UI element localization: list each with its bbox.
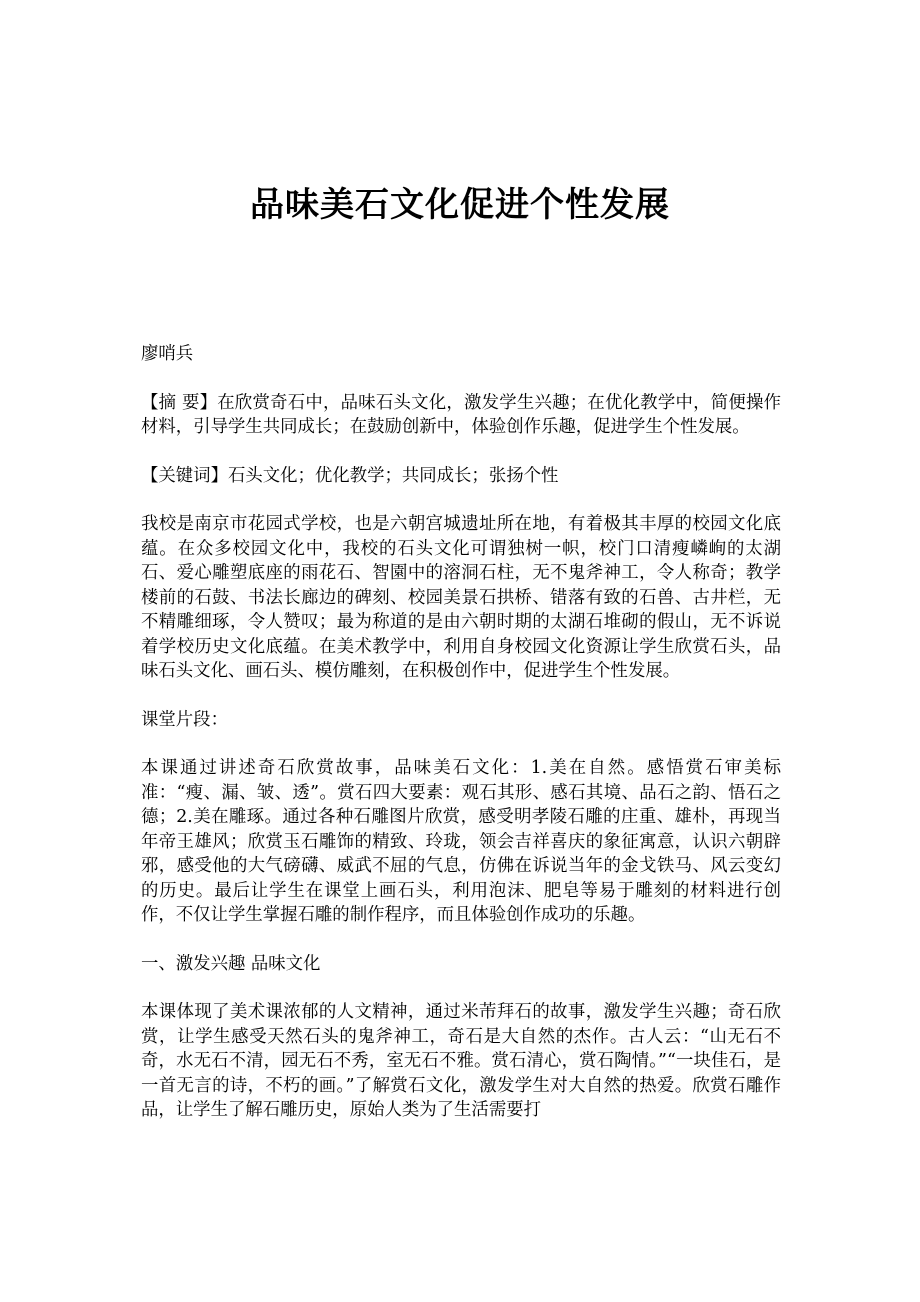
culture-paragraph: 本课体现了美术课浓郁的人文精神，通过米芾拜石的故事，激发学生兴趣；奇石欣赏，让学生感受天然石头的鬼斧神工，奇石是大自然的杰作。古人云：“山无石不奇，水无石不清，园无石不秀，室无石不雅。赏石清心，赏石陶情。”“一块佳石，是一首无言的诗，不朽的画。”了解赏石文化，激发学生对大自然的热爱。欣赏石雕作品，让学生了解石雕历史，原始人类为了生活需要打 (141, 1002, 781, 1120)
classroom-paragraph: 本课通过讲述奇石欣赏故事，品味美石文化：1.美在自然。感悟赏石审美标准：“瘦、漏、皱、透”。赏石四大要素：观石其形、感石其境、品石之韵、悟石之德；2.美在雕琢。通过各种石雕图片欣赏，感受明孝陵石雕的庄重、雄朴，再现当年帝王雄风；欣赏玉石雕饰的精致、玲珑，领会吉祥喜庆的象征寓意，认识六朝辟邪，感受他的大气磅礴、威武不屈的气息，仿佛在诉说当年的金戈铁马、风云变幻的历史。最后让学生在课堂上画石头，利用泡沫、肥皂等易于雕刻的材料进行创作，不仅让学生掌握石雕的制作程序，而且体验创作成功的乐趣。 (141, 758, 781, 925)
keywords-paragraph: 【关键词】石头文化；优化教学；共同成长；张扬个性 (141, 465, 559, 486)
section-label: 课堂片段： (141, 709, 228, 730)
author-line: 廖哨兵 (141, 344, 194, 364)
document-body (141, 342, 781, 1147)
abstract-paragraph: 【摘 要】在欣赏奇石中，品味石头文化，激发学生兴趣；在优化教学中，简便操作材料，引导学生共同成长；在鼓励创新中，体验创作乐趣，促进学生个性发展。 (141, 392, 781, 437)
intro-paragraph: 我校是南京市花园式学校，也是六朝宫城遗址所在地，有着极其丰厚的校园文化底蕴。在众多校园文化中，我校的石头文化可谓独树一帜，校门口清瘦嶙峋的太湖石、爱心雕塑底座的雨花石、智園中的溶洞石柱，无不鬼斧神工，令人称奇；教学楼前的石鼓、书法长廊边的碑刻、校园美景石拱桥、错落有致的石兽、古井栏，无不精雕细琢，令人赞叹；最为称道的是由六朝时期的太湖石堆砌的假山，无不诉说着学校历史文化底蕴。在美术教学中，利用自身校园文化资源让学生欣赏石头，品味石头文化、画石头、模仿雕刻，在积极创作中，促进学生个性发展。 (141, 514, 781, 681)
document-title: 品味美石文化促进个性发展 (250, 185, 670, 225)
section-heading: 一、激发兴趣 品味文化 (141, 953, 321, 974)
